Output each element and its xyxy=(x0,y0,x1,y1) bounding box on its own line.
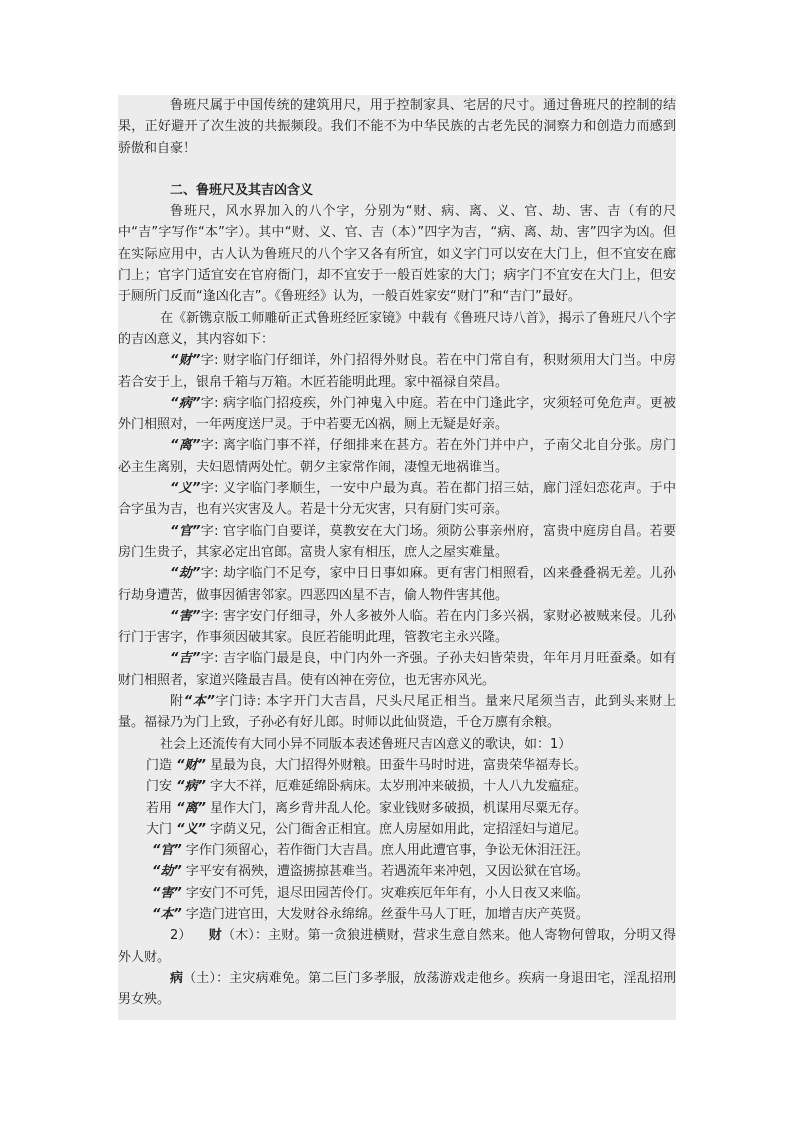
definition-paragraph: 鲁班尺，风水界加入的八个字，分别为“财、病、离、义、官、劫、害、吉（有的尺中“吉”字写作“本”字）。其中“财、义、官、吉（本）”四字为吉，“病、离、劫、害”四字为凶。但在实际应用中，古人认为鲁班尺的八个字又各有所宜，如义字门可以安在大门上，但不宜安在廊门上；官字门适宜安在官府衙门，却不宜安于一般百姓家的大门；病字门不宜安在大门上，但安于厕所门反而“逢凶化吉”。《鲁班经》认为，一般百姓家安“财门”和“吉门”最好。 xyxy=(118,204,676,305)
verse-text: 字安门不可凭，退尽田园苦伶仃。灾难疾厄年年有，小人日夜又来临。 xyxy=(181,885,589,901)
poem-text: 字: 害字安门仔细寻，外人多被外人临。若在内门多兴祸，家财必被贼来侵。儿孙行门于害字，作事须因破其家。良匠若能明此理，管教宅主永兴隆。 xyxy=(118,608,676,646)
verse-key: “官” xyxy=(152,843,182,859)
verse-key: “离” xyxy=(176,800,206,816)
ben-text: 字门诗: 本字开门大吉昌，尺头尺尾正相当。量来尺尾须当吉，此到头来财上量。福禄乃为门上致，子孙必有好儿郎。时师以此仙贤造，千仓万廪有余粮。 xyxy=(118,694,676,731)
item-3 xyxy=(118,968,676,1011)
verse-key: “病” xyxy=(176,779,206,795)
poem-entry xyxy=(118,478,676,521)
verse-line xyxy=(118,861,676,882)
verse-text: 星最为良，大门招得外财粮。田蚕牛马时时进，富贵荣华福寿长。 xyxy=(205,757,588,773)
poem-entry xyxy=(118,393,676,436)
spacer xyxy=(118,159,676,180)
verse-key: “害” xyxy=(152,885,182,901)
poem-text: 字: 财字临门仔细详，外门招得外财良。若在中门常自有，积财须用大门当。中房若合安于上，银帛千箱与万箱。木匠若能明此理。家中福禄自荣昌。 xyxy=(118,353,676,390)
poem-entry xyxy=(118,606,676,649)
item-3-text: （土）：主灾病难免。第二巨门多孝服，放荡游戏走他乡。疾病一身退田宅，淫乱招刑男女殃。 xyxy=(118,970,676,1008)
verse-list xyxy=(118,755,676,925)
verse-text: 星作大门，离乡背井乱人伦。家业钱财多破损，机谋用尽粟无存。 xyxy=(205,800,588,816)
source-paragraph: 在《新镌京版工师雕斫正式鲁班经匠家镜》中载有《鲁班尺诗八首》，揭示了鲁班尺八个字的吉凶意义，其内容如下： xyxy=(118,310,676,347)
verse-key: “劫” xyxy=(152,864,182,880)
verse-text: 字大不祥，厄难延绵卧病床。太岁刑冲来破损，十人八九发瘟症。 xyxy=(205,779,588,795)
poem-key: “吉” xyxy=(170,651,201,667)
poem-entry xyxy=(118,350,676,393)
verse-line xyxy=(118,776,676,797)
poem-text: 字: 病字临门招疫疾，外门神鬼入中庭。若在中门逢此字，灾须轻可免危声。更被外门相照对，一年两度送尸灵。于中若要无凶祸，厕上无疑是好亲。 xyxy=(118,395,676,433)
poem-key: “财” xyxy=(170,353,201,369)
verse-key: “财” xyxy=(176,757,206,773)
verse-prefix: 门造 xyxy=(146,757,177,773)
poem-text: 字: 离字临门事不祥，仔细排来在甚方。若在外门并中户，子南父北自分张。房门必主生离别，夫妇恩情两处忙。朝夕主家常作闹，凄惶无地祸谁当。 xyxy=(118,438,676,475)
intro-paragraph: 鲁班尺属于中国传统的建筑用尺，用于控制家具、宅居的尺寸。通过鲁班尺的控制的结果，正好避开了次生波的共振频段。我们不能不为中华民族的古老先民的洞察力和创造力而感到骄傲和自豪！ xyxy=(118,98,676,156)
verse-line xyxy=(118,819,676,840)
poem-text: 字: 劫字临门不足夸，家中日日事如麻。更有害门相照看，凶来叠叠祸无差。儿孙行劫身遭苦，做事因循害邻家。四恶四凶星不吉，偷人物件害其他。 xyxy=(118,566,676,603)
verse-text: 字荫义兄，公门衙舍正相宜。庶人房屋如用此，定招淫妇与道尼。 xyxy=(205,821,588,837)
verse-key: “义” xyxy=(176,821,206,837)
document-page xyxy=(118,95,676,1020)
poem-entry xyxy=(118,521,676,564)
poem-list xyxy=(118,350,676,691)
verse-line xyxy=(118,840,676,861)
poem-key: “官” xyxy=(170,523,201,539)
poem-text: 字: 义字临门孝顺生，一安中户最为真。若在都门招三姑，廊门淫妇恋花声。于中合字虽为吉，也有兴灾害及人。若是十分无灾害，只有厨门实可亲。 xyxy=(118,481,676,518)
poem-entry xyxy=(118,435,676,478)
verse-line xyxy=(118,798,676,819)
ben-key: “本” xyxy=(183,694,215,710)
poem-key: “病” xyxy=(170,395,201,411)
item-2-text: （木）：主财。第一贪狼进横财，营求生意自然来。他人寄物何曾取，分明又得外人财。 xyxy=(118,928,676,965)
ben-prefix: 附 xyxy=(170,694,184,710)
item-2 xyxy=(118,925,676,968)
verse-prefix: 若用 xyxy=(146,800,177,816)
poem-key: “义” xyxy=(170,481,201,497)
verse-text: 字平安有祸殃，遭盗掳掠甚难当。若遇流年来冲剋，又因讼狱在官场。 xyxy=(181,864,589,880)
verse-line xyxy=(118,883,676,904)
poem-entry xyxy=(118,648,676,691)
item-2-number: 2） xyxy=(170,928,192,944)
poem-text: 字: 官字临门自要详，莫教安在大门场。须防公事亲州府，富贵中庭房自昌。若要房门生贵子，其家必定出官郎。富贵人家有相压，庶人之屋实难量。 xyxy=(118,523,676,560)
poem-key: “害” xyxy=(170,608,201,624)
verse-text: 字造门进官田，大发财谷永绵绵。丝蚕牛马人丁旺，加增吉庆产英贤。 xyxy=(181,906,589,922)
verse-prefix: 门安 xyxy=(146,779,177,795)
item-3-key: 病 xyxy=(170,970,184,986)
verse-line xyxy=(118,904,676,925)
item-2-key: 财 xyxy=(208,928,222,944)
verse-line xyxy=(118,755,676,776)
poem-key: “离” xyxy=(170,438,201,454)
verse-intro: 社会上还流传有大同小异不同版本表述鲁班尺吉凶意义的歌诀，如：1） xyxy=(160,736,572,752)
ben-poem xyxy=(118,691,676,734)
verse-text: 字作门须留心，若作衙门大吉昌。庶人用此遭官事，争讼无休泪汪汪。 xyxy=(181,843,589,859)
poem-entry xyxy=(118,563,676,606)
verse-prefix: 大门 xyxy=(146,821,177,837)
verse-key: “本” xyxy=(152,906,182,922)
poem-key: “劫” xyxy=(170,566,201,582)
poem-text: 字: 吉字临门最是良，中门内外一齐强。子孙夫妇皆荣贵，年年月月旺蚕桑。如有财门相照者，家道兴隆最吉昌。使有凶神在旁位，也无害亦风光。 xyxy=(118,651,676,688)
section-title: 二、鲁班尺及其吉凶含义 xyxy=(170,182,314,198)
